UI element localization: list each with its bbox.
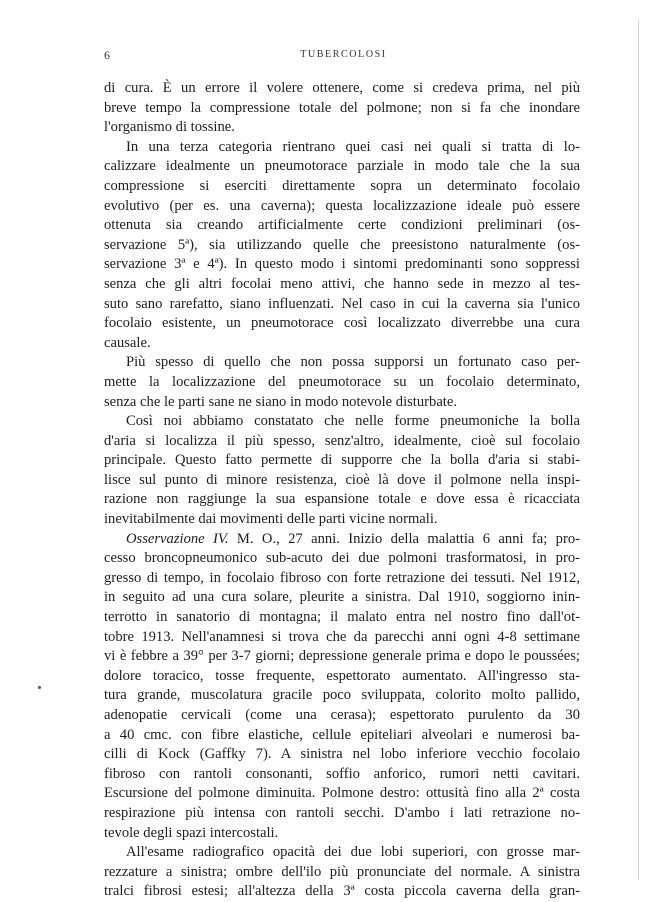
- line-text: calizzare idealmente un pneumotorace parziale in modo tale che la sua: [104, 158, 580, 175]
- text-line: [104, 255, 580, 275]
- line-text: focolaio esistente, un pneumotorace così localizzato diverrebbe una cura: [104, 315, 580, 332]
- text-line: [104, 745, 580, 765]
- line-text: ottenuta sia creando artificialmente certe condizioni preliminari (os-: [104, 217, 580, 234]
- page-number: 6: [104, 48, 110, 62]
- line-text: tura grande, muscolatura gracile poco sviluppata, colorito molto pallido,: [104, 687, 580, 704]
- text-line: [104, 451, 580, 471]
- line-text: senza che gli altri focolai meno attivi, che hanno sede in mezzo al tes-: [104, 275, 580, 292]
- paragraph: [104, 138, 580, 354]
- line-text: dolore toracico, tosse frequente, espettorato aumentato. All'ingresso sta-: [104, 667, 580, 684]
- paragraph: [104, 79, 580, 138]
- line-text: compressione si eserciti direttamente sopra un determinato focolaio: [104, 177, 580, 194]
- text-line: [104, 79, 580, 99]
- line-text: causale.: [104, 334, 151, 351]
- text-line: [104, 118, 580, 138]
- line-text: suto sano rarefatto, siano influenzati. Nel caso in cui la caverna sia l'unico: [104, 295, 580, 312]
- text-line: [104, 314, 580, 334]
- paragraph: [104, 353, 580, 412]
- text-line: [104, 510, 580, 530]
- line-text: l'organismo di tossine.: [104, 119, 235, 136]
- text-line: [104, 216, 580, 236]
- text-line: [104, 608, 580, 628]
- text-line: [104, 157, 580, 177]
- line-text: fibroso con rantoli consonanti, soffio anforico, rumori netti cavitari.: [104, 765, 580, 782]
- text-line: [104, 784, 580, 804]
- line-text: Più spesso di quello che non possa supporsi un fortunato caso per-: [126, 354, 580, 371]
- line-text: tevole degli spazi intercostali.: [104, 824, 279, 841]
- line-text: tobre 1913. Nell'anamnesi si trova che da parecchi anni ogni 4-8 settimane: [104, 628, 580, 645]
- line-text: vi è febbre a 39° per 3-7 giorni; depressione generale prima e dopo le poussées;: [104, 648, 580, 665]
- text-line: [104, 177, 580, 197]
- text-line: [104, 197, 580, 217]
- text-line: [104, 882, 580, 902]
- page-edge: [638, 20, 639, 880]
- text-line: [104, 863, 580, 883]
- text-line: [104, 706, 580, 726]
- text-line: [104, 628, 580, 648]
- line-text: servazione 3ª e 4ª). In questo modo i sintomi predominanti sono soppressi: [104, 256, 580, 273]
- text-line: [104, 824, 580, 844]
- text-line: [104, 588, 580, 608]
- line-text: tralci fibrosi estesi; all'altezza della 3ª costa piccola caverna della gran-: [104, 883, 580, 900]
- text-line: [104, 804, 580, 824]
- page-header: [104, 48, 583, 64]
- line-text: terrotto in sanatorio di montagna; il malato entra nel nostro fino dall'ot-: [104, 609, 580, 626]
- text-line: [104, 490, 580, 510]
- text-line: [104, 334, 580, 354]
- observation-label: Osservazione IV.: [126, 530, 229, 547]
- line-text: evolutivo (per es. una caverna); questa localizzazione ideale può essere: [104, 197, 580, 214]
- text-line: [104, 295, 580, 315]
- text-line: [104, 667, 580, 687]
- paragraph: [104, 530, 580, 844]
- text-line: [104, 471, 580, 491]
- line-text: Escursione del polmone diminuita. Polmone destro: ottusità fino alla 2ª costa: [104, 785, 580, 802]
- line-text: cilli di Kock (Gaffky 7). A sinistra nel lobo inferiore vecchio focolaio: [104, 746, 580, 763]
- line-text: rezzature a sinistra; ombre dell'ilo più pronunciate del normale. A sinistra: [104, 863, 580, 880]
- paragraph: [104, 843, 580, 902]
- text-line: [104, 236, 580, 256]
- line-text: razione non raggiunge la sua espansione totale e dove essa è ricacciata: [104, 491, 580, 508]
- line-text: lisce sul punto di minore resistenza, cioè là dove il polmone nella inspi-: [104, 471, 580, 488]
- line-text: di cura. È un errore il volere ottenere, come si credeva prima, nel più: [104, 80, 580, 96]
- text-line: [104, 99, 580, 119]
- text-line: [104, 393, 580, 413]
- text-line: [104, 432, 580, 452]
- line-text: cesso broncopneumonico sub-acuto dei due polmoni trasformatosi, in pro-: [104, 550, 580, 567]
- text-line: [104, 373, 580, 393]
- line-text: adenopatie cervicali (come una cerasa); espettorato purulento da 30: [104, 707, 580, 723]
- text-body: [104, 79, 580, 902]
- line-text: M. O., 27 anni. Inizio della malattia 6 anni fa; pro-: [228, 530, 580, 547]
- text-line: [104, 275, 580, 295]
- text-line: [104, 765, 580, 785]
- text-line: [104, 138, 580, 158]
- text-line: [104, 530, 580, 550]
- running-head: TUBERCOLOSI: [300, 49, 387, 60]
- line-text: d'aria si localizza il più spesso, senz'altro, idealmente, cioè sul focolaio: [104, 432, 580, 449]
- line-text: a 40 cmc. con fibre elastiche, cellule epiteliari alveolari e numerosi ba-: [104, 726, 580, 743]
- line-text: principale. Questo fatto permette di supporre che la bolla d'aria si stabi-: [104, 452, 580, 469]
- text-line: [104, 569, 580, 589]
- paragraph: [104, 412, 580, 530]
- margin-mark: [38, 686, 41, 689]
- text-line: [104, 647, 580, 667]
- line-text: Così noi abbiamo constatato che nelle forme pneumoniche la bolla: [126, 413, 580, 430]
- text-line: [104, 412, 580, 432]
- text-line: [104, 686, 580, 706]
- text-line: [104, 549, 580, 569]
- line-text: gresso di tempo, in focolaio fibroso con forte retrazione dei tessuti. Nel 1912,: [104, 569, 580, 586]
- line-text: In una terza categoria rientrano quei casi nei quali si tratta di lo-: [126, 138, 580, 155]
- line-text: mette la localizzazione del pneumotorace su un focolaio determinato,: [104, 373, 580, 390]
- text-line: [104, 726, 580, 746]
- line-text: inevitabilmente dai movimenti delle parti vicine normali.: [104, 511, 438, 528]
- line-text: breve tempo la compressione totale del polmone; non si fa che inondare: [104, 99, 580, 116]
- line-text: senza che le parti sane ne siano in modo notevole disturbate.: [104, 393, 457, 410]
- line-text: respirazione più intensa con rantoli secchi. D'ambo i lati retrazione no-: [104, 804, 580, 821]
- line-text: servazione 5ª), sia utilizzando quelle che preesistono naturalmente (os-: [104, 236, 580, 253]
- line-text: in seguito ad una cura solare, pleurite a sinistra. Dal 1910, soggiorno inin-: [104, 589, 580, 606]
- text-line: [104, 843, 580, 863]
- line-text: All'esame radiografico opacità dei due lobi superiori, con grosse mar-: [126, 844, 580, 861]
- text-line: [104, 353, 580, 373]
